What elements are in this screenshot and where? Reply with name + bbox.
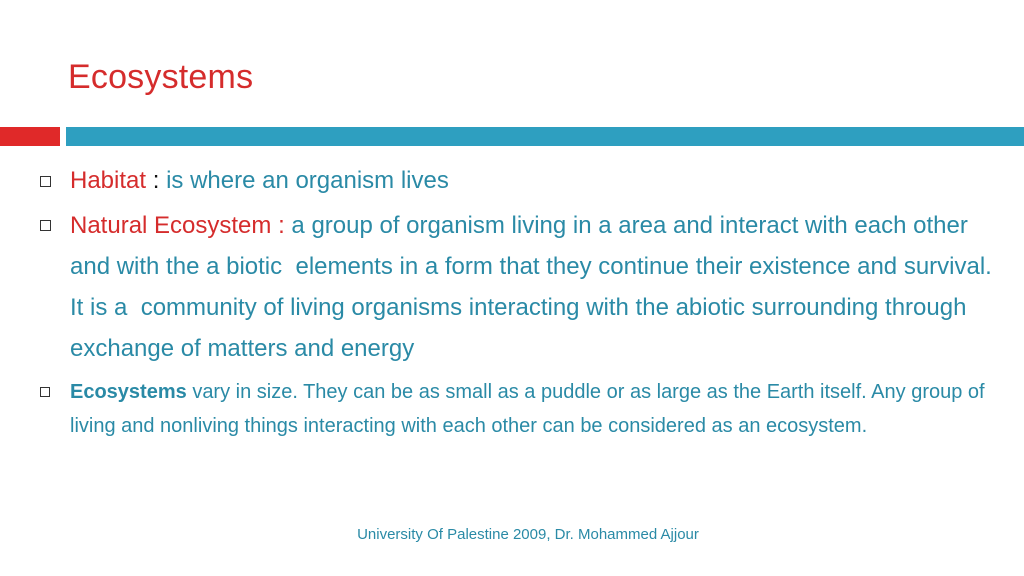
slide-title: Ecosystems — [68, 58, 254, 96]
bullet-text: a group of organism living in a area and interact with each other and with the a biotic elements in a form that they continue their existence and survival. It is a community of living organisms interacting with the abiotic surrounding through exchange of matters and energy — [70, 212, 999, 362]
bullet-natural-ecosystem — [38, 205, 998, 369]
bullet-term: Ecosystems — [70, 381, 187, 403]
bullet-term: Natural Ecosystem — [70, 212, 272, 239]
bullet-term: Habitat — [70, 167, 147, 194]
bullet-text: is where an organism lives — [166, 167, 449, 194]
footer-credit: University Of Palestine 2009, Dr. Mohammed Ajjour — [357, 526, 699, 543]
square-bullet-icon — [40, 220, 51, 231]
bullet-ecosystems — [38, 375, 998, 443]
bullet-text: vary in size. They can be as small as a puddle or as large as the Earth itself. Any group of living and nonliving things interacting with each other can be considered as an ecosystem. — [70, 381, 985, 437]
accent-bar-blue — [66, 127, 1024, 146]
bullet-habitat — [38, 162, 998, 200]
square-bullet-icon — [40, 387, 50, 397]
bullet-list — [38, 162, 998, 443]
square-bullet-icon — [40, 176, 51, 187]
accent-bar-red — [0, 127, 60, 146]
bullet-separator: : — [271, 212, 292, 239]
bullet-separator: : — [146, 167, 167, 194]
